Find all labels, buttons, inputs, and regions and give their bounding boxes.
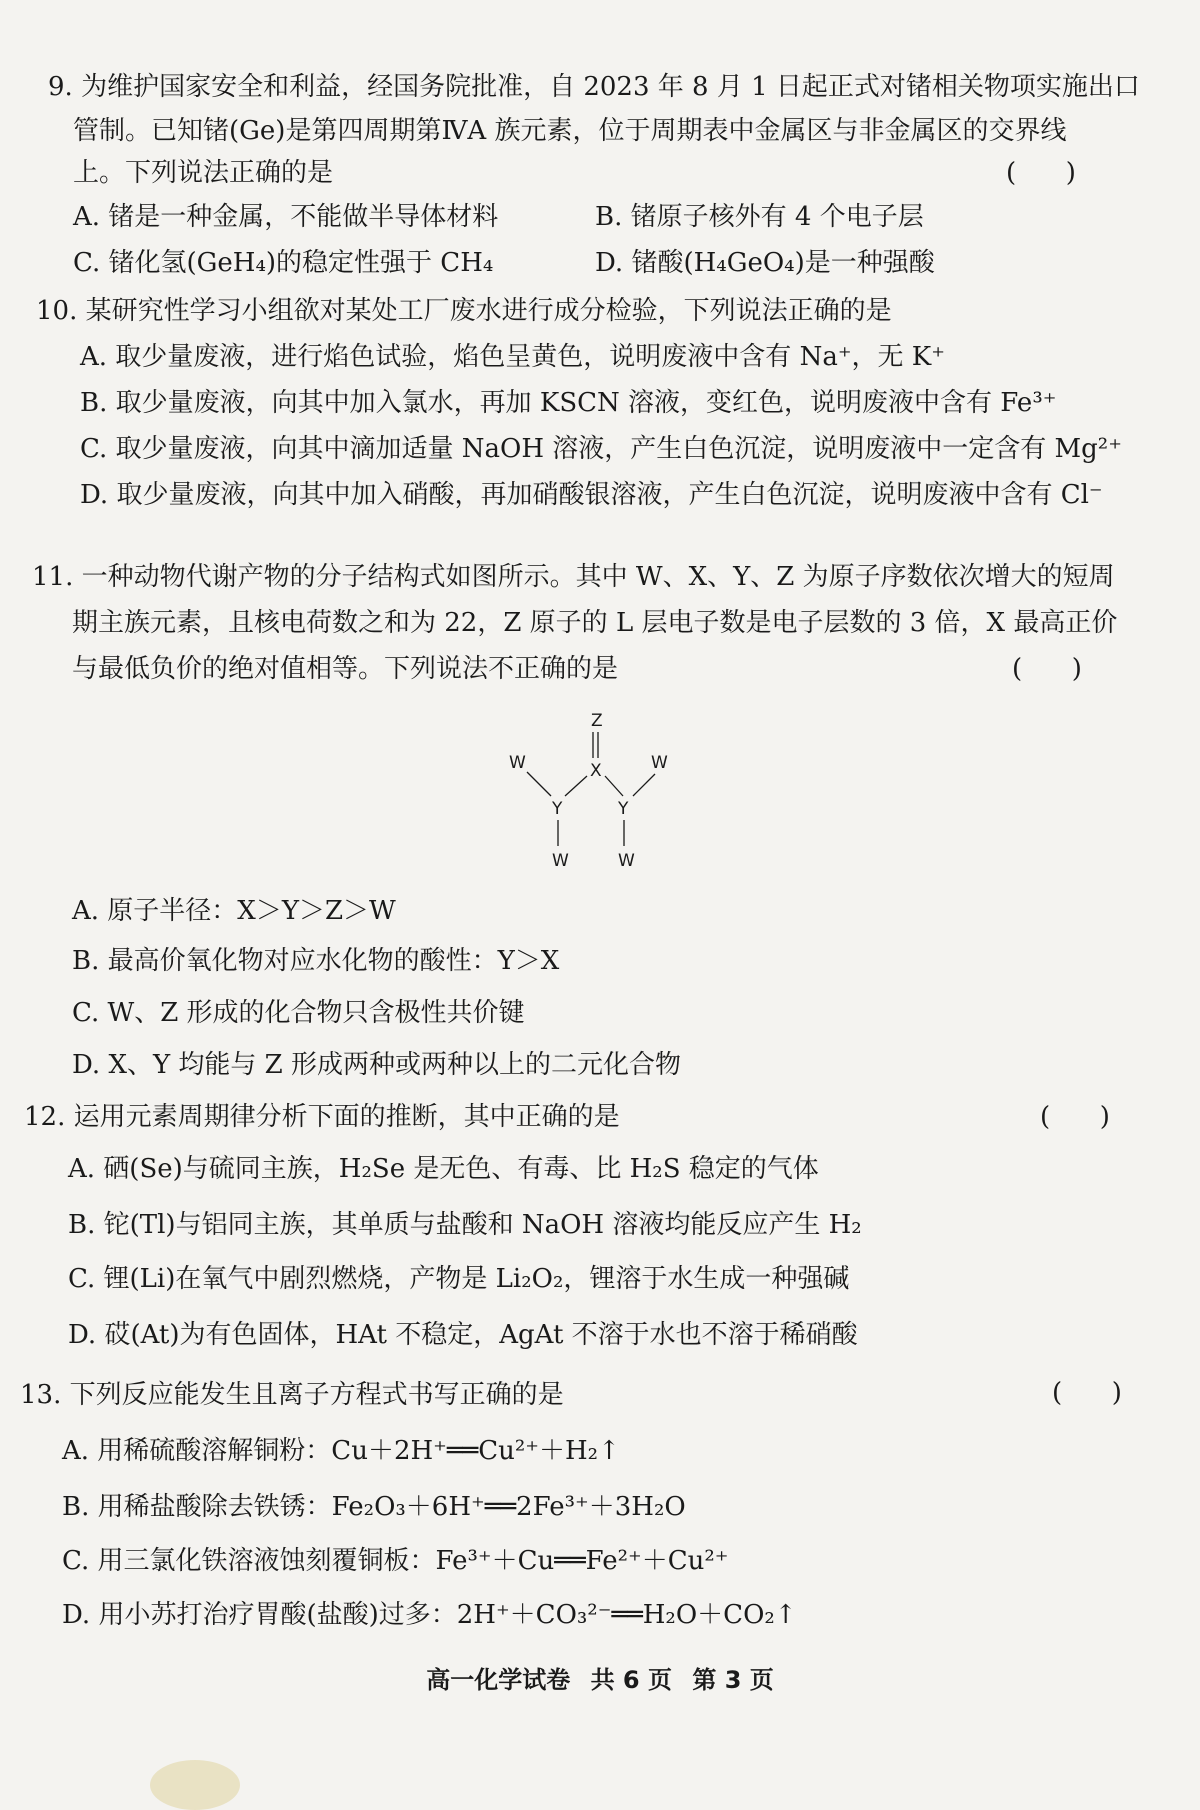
atom-w-right: W xyxy=(651,753,668,773)
q9-option-a: A. 锗是一种金属，不能做半导体材料 xyxy=(73,202,499,232)
q12-option-d: D. 砹(At)为有色固体，HAt 不稳定，AgAt 不溶于水也不溶于稀硝酸 xyxy=(68,1320,858,1350)
q13-option-c: C. 用三氯化铁溶液蚀刻覆铜板：Fe³⁺＋Cu══Fe²⁺＋Cu²⁺ xyxy=(62,1546,729,1576)
atom-w-bottom-right: W xyxy=(618,851,635,870)
atom-y-right: Y xyxy=(618,799,629,819)
q12-option-a: A. 硒(Se)与硫同主族，H₂Se 是无色、有毒、比 H₂S 稳定的气体 xyxy=(68,1154,819,1184)
page-footer xyxy=(0,1660,1200,1695)
q11-option-b: B. 最高价氧化物对应水化物的酸性：Y＞X xyxy=(72,946,560,976)
atom-x: X xyxy=(590,761,602,781)
q12-option-b: B. 铊(Tl)与铝同主族，其单质与盐酸和 NaOH 溶液均能反应产生 H₂ xyxy=(68,1210,862,1240)
q13-option-d: D. 用小苏打治疗胃酸(盐酸)过多：2H⁺＋CO₃²⁻══H₂O＋CO₂↑ xyxy=(62,1600,797,1630)
q9-stem-line1: 9. 为维护国家安全和利益，经国务院批准，自 2023 年 8 月 1 日起正式对锗相关物项实施出口 xyxy=(48,72,1140,102)
q11-stem-line3: 与最低负价的绝对值相等。下列说法不正确的是 xyxy=(72,654,619,684)
q9-stem-line3: 上。下列说法正确的是 xyxy=(73,158,334,188)
q10-option-d: D. 取少量废液，向其中加入硝酸，再加硝酸银溶液，产生白色沉淀，说明废液中含有 Cl⁻ xyxy=(80,480,1103,510)
q9-option-b: B. 锗原子核外有 4 个电子层 xyxy=(595,202,924,232)
q10-option-a: A. 取少量废液，进行焰色试验，焰色呈黄色，说明废液中含有 Na⁺，无 K⁺ xyxy=(80,342,945,372)
q11-answer-paren: ( ) xyxy=(1012,654,1082,684)
footer-total-pages: 共 6 页 xyxy=(590,1666,672,1694)
molecular-structure-diagram xyxy=(505,710,705,874)
q11-option-d: D. X、Y 均能与 Z 形成两种或两种以上的二元化合物 xyxy=(72,1050,681,1080)
q12-option-c: C. 锂(Li)在氧气中剧烈燃烧，产物是 Li₂O₂，锂溶于水生成一种强碱 xyxy=(68,1264,850,1294)
q12-stem: 12. 运用元素周期律分析下面的推断，其中正确的是 xyxy=(24,1102,620,1132)
atom-z: Z xyxy=(591,711,603,731)
paper-stain xyxy=(150,1760,240,1810)
q9-option-c: C. 锗化氢(GeH₄)的稳定性强于 CH₄ xyxy=(73,248,494,278)
q13-option-b: B. 用稀盐酸除去铁锈：Fe₂O₃＋6H⁺══2Fe³⁺＋3H₂O xyxy=(62,1492,686,1522)
q10-stem: 10. 某研究性学习小组欲对某处工厂废水进行成分检验，下列说法正确的是 xyxy=(36,296,892,326)
footer-page-number: 第 3 页 xyxy=(692,1666,774,1694)
q10-option-c: C. 取少量废液，向其中滴加适量 NaOH 溶液，产生白色沉淀，说明废液中一定含有 Mg²⁺ xyxy=(80,434,1122,464)
q11-stem-line2: 期主族元素，且核电荷数之和为 22，Z 原子的 L 层电子数是电子层数的 3 倍，X 最高正价 xyxy=(72,608,1118,638)
footer-title: 高一化学试卷 xyxy=(426,1666,571,1694)
q13-answer-paren: ( ) xyxy=(1052,1378,1122,1408)
q10-option-b: B. 取少量废液，向其中加入氯水，再加 KSCN 溶液，变红色，说明废液中含有 Fe³⁺ xyxy=(80,388,1057,418)
q9-option-d: D. 锗酸(H₄GeO₄)是一种强酸 xyxy=(595,248,935,278)
atom-y-left: Y xyxy=(552,799,563,819)
q11-option-c: C. W、Z 形成的化合物只含极性共价键 xyxy=(72,998,525,1028)
q11-stem-line1: 11. 一种动物代谢产物的分子结构式如图所示。其中 W、X、Y、Z 为原子序数依次增大的短周 xyxy=(32,562,1115,592)
q9-stem-line2: 管制。已知锗(Ge)是第四周期第ⅣA 族元素，位于周期表中金属区与非金属区的交界线 xyxy=(73,116,1067,146)
atom-w-bottom-left: W xyxy=(552,851,569,870)
atom-w-left: W xyxy=(509,753,526,773)
q13-stem: 13. 下列反应能发生且离子方程式书写正确的是 xyxy=(20,1380,564,1410)
q9-answer-paren: ( ) xyxy=(1006,158,1076,188)
q12-answer-paren: ( ) xyxy=(1040,1102,1110,1132)
q11-option-a: A. 原子半径：X＞Y＞Z＞W xyxy=(72,896,396,926)
q13-option-a: A. 用稀硫酸溶解铜粉：Cu＋2H⁺══Cu²⁺＋H₂↑ xyxy=(62,1436,620,1466)
